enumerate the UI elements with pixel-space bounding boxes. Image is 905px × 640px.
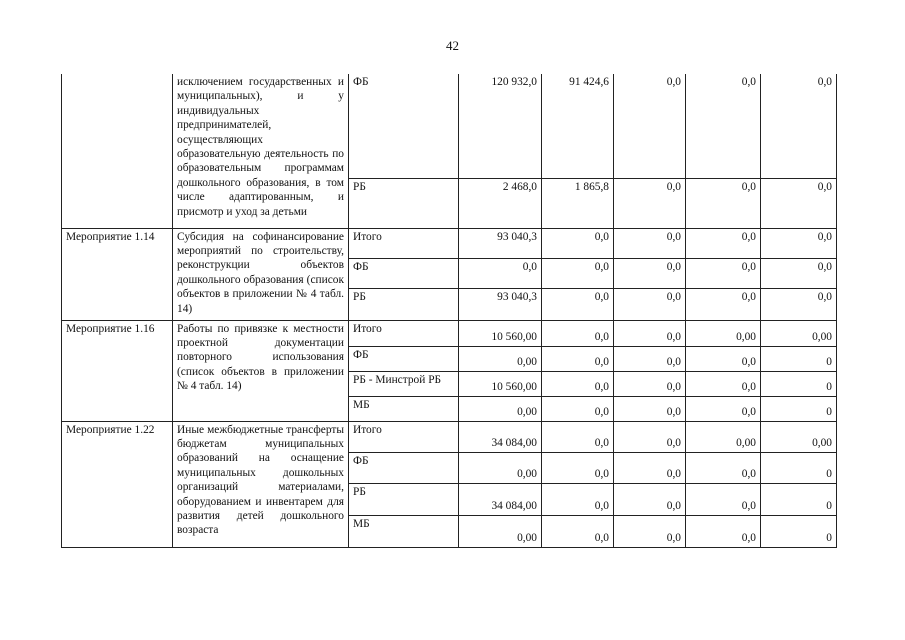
value-cell: 0,0: [761, 288, 837, 320]
source-cell: МБ: [349, 396, 459, 421]
value-cell: 0,0: [614, 483, 686, 515]
value-cell: 0,0: [614, 346, 686, 371]
value-cell: 0,0: [686, 396, 761, 421]
measure-description: исключением государственных и муниципальных), и у индивидуальных предпринимателей, осуществляющих образовательную деятельность по образовательным программам дошкольного образования, в том числе адаптированным, и присмотр и уход за детьми: [173, 74, 349, 228]
measure-name-cell: Мероприятие 1.14: [62, 228, 173, 320]
source-cell: РБ: [349, 288, 459, 320]
measure-name-cell: Мероприятие 1.16: [62, 320, 173, 421]
value-cell: 34 084,00: [459, 421, 542, 452]
value-cell: 0: [761, 346, 837, 371]
value-cell: 0,0: [686, 258, 761, 288]
value-cell: 0,0: [686, 452, 761, 483]
value-cell: 0,0: [542, 228, 614, 258]
value-cell: 34 084,00: [459, 483, 542, 515]
value-cell: 0,0: [686, 483, 761, 515]
value-cell: 0,0: [542, 320, 614, 346]
value-cell: 0,0: [614, 320, 686, 346]
source-cell: ФБ: [349, 452, 459, 483]
value-cell: 0,0: [614, 258, 686, 288]
value-cell: 0,0: [614, 371, 686, 396]
measure-name-cell: [62, 74, 173, 228]
value-cell: 0,0: [761, 74, 837, 178]
value-cell: 0,0: [542, 452, 614, 483]
value-cell: 0,0: [614, 515, 686, 547]
value-cell: 0,0: [614, 421, 686, 452]
source-cell: ФБ: [349, 346, 459, 371]
value-cell: 0,00: [686, 320, 761, 346]
source-cell: ФБ: [349, 74, 459, 178]
value-cell: 0,0: [614, 178, 686, 228]
value-cell: 120 932,0: [459, 74, 542, 178]
value-cell: 0,0: [614, 228, 686, 258]
page-number: 42: [446, 38, 459, 53]
source-cell: Итого: [349, 228, 459, 258]
value-cell: 0,0: [686, 228, 761, 258]
measure-description: Субсидия на софинансирование мероприятий по строительству, реконструкции объектов дошкольного образования (список объектов в приложении № 4 табл. 14): [173, 228, 349, 320]
value-cell: 0,0: [614, 396, 686, 421]
source-cell: РБ - Минстрой РБ: [349, 371, 459, 396]
value-cell: 0,0: [542, 258, 614, 288]
value-cell: 0,0: [686, 371, 761, 396]
value-cell: 0,0: [459, 258, 542, 288]
value-cell: 0,0: [614, 452, 686, 483]
value-cell: 0,00: [686, 421, 761, 452]
value-cell: 0: [761, 452, 837, 483]
value-cell: 0,0: [542, 288, 614, 320]
value-cell: 10 560,00: [459, 371, 542, 396]
source-cell: Итого: [349, 421, 459, 452]
value-cell: 0,0: [542, 371, 614, 396]
value-cell: 0,0: [542, 396, 614, 421]
measure-name-cell: Мероприятие 1.22: [62, 421, 173, 547]
measure-description: Работы по привязке к местности проектной документации повторного использования (список объектов в приложении № 4 табл. 14): [173, 320, 349, 421]
value-cell: 0,0: [542, 515, 614, 547]
measure-description: Иные межбюджетные трансферты бюджетам муниципальных образований на оснащение муниципальных дошкольных организаций материалами, оборудованием и инвентарем для развития детей дошкольного возраста: [173, 421, 349, 547]
value-cell: 0,0: [614, 74, 686, 178]
source-cell: МБ: [349, 515, 459, 547]
value-cell: 0,0: [542, 346, 614, 371]
value-cell: 0,0: [686, 288, 761, 320]
value-cell: 0,0: [542, 421, 614, 452]
value-cell: 91 424,6: [542, 74, 614, 178]
value-cell: 0,00: [459, 346, 542, 371]
value-cell: 0,0: [686, 515, 761, 547]
value-cell: 1 865,8: [542, 178, 614, 228]
source-cell: РБ: [349, 178, 459, 228]
financing-table: [61, 74, 837, 548]
value-cell: 2 468,0: [459, 178, 542, 228]
value-cell: 0,0: [761, 178, 837, 228]
source-cell: Итого: [349, 320, 459, 346]
value-cell: 93 040,3: [459, 288, 542, 320]
value-cell: 93 040,3: [459, 228, 542, 258]
value-cell: 0: [761, 483, 837, 515]
source-cell: РБ: [349, 483, 459, 515]
value-cell: 0,00: [459, 515, 542, 547]
value-cell: 0,00: [761, 320, 837, 346]
value-cell: 0,0: [686, 346, 761, 371]
value-cell: 0,0: [761, 258, 837, 288]
value-cell: 0: [761, 371, 837, 396]
value-cell: 0,00: [761, 421, 837, 452]
value-cell: 10 560,00: [459, 320, 542, 346]
value-cell: 0,0: [686, 74, 761, 178]
value-cell: 0,00: [459, 396, 542, 421]
source-cell: ФБ: [349, 258, 459, 288]
value-cell: 0,00: [459, 452, 542, 483]
value-cell: 0,0: [614, 288, 686, 320]
value-cell: 0,0: [542, 483, 614, 515]
value-cell: 0: [761, 515, 837, 547]
value-cell: 0,0: [686, 178, 761, 228]
value-cell: 0,0: [761, 228, 837, 258]
value-cell: 0: [761, 396, 837, 421]
